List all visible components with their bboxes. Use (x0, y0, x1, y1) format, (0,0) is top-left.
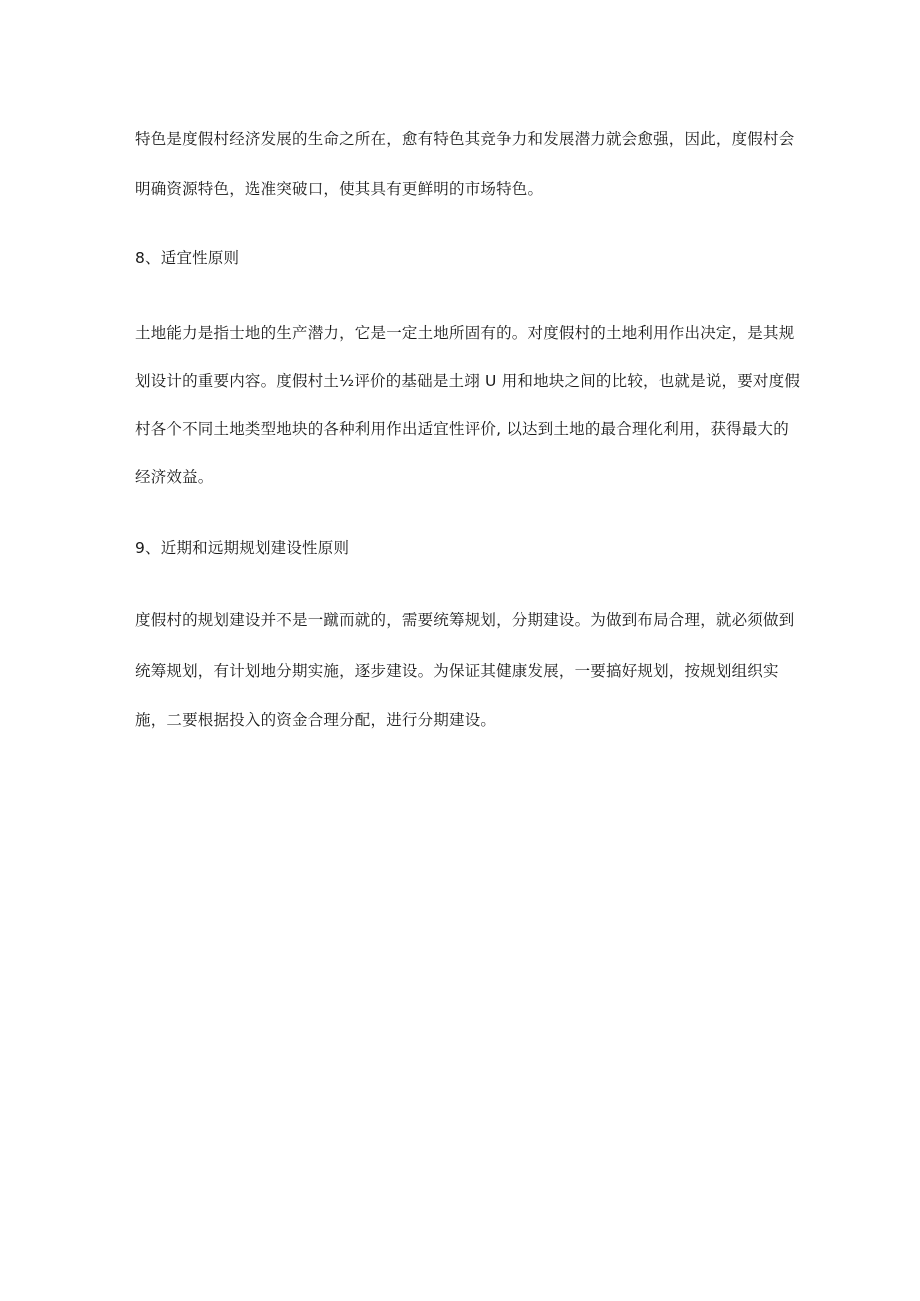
paragraph-line: 土地能力是指士地的生产潜力，它是一定土地所固有的。对度假村的土地利用作出决定，是其规 (135, 324, 795, 342)
paragraph-line: 施，二要根据投入的资金合理分配，进行分期建设。 (135, 711, 497, 729)
paragraph-line: 划设计的重要内容。度假村土½评价的基础是土翊 U 用和地块之间的比较，也就是说，要对度假 (135, 372, 801, 390)
paragraph-line: 村各个不同土地类型地块的各种利用作出适宜性评价, 以达到土地的最合理化利用，获得最大的 (135, 420, 789, 438)
paragraph-line: 经济效益。 (135, 468, 214, 486)
paragraph-line: 明确资源特色，选准突破口，使其具有更鲜明的市场特色。 (135, 180, 544, 198)
paragraph-line: 度假村的规划建设并不是一蹴而就的，需要统筹规划，分期建设。为做到布局合理，就必须做到 (135, 611, 795, 629)
heading-text: 9、近期和远期规划建设性原则 (135, 539, 350, 557)
heading-text: 8、适宜性原则 (135, 249, 240, 267)
paragraph-line: 特色是度假村经济发展的生命之所在，愈有特色其竞争力和发展潜力就会愈强，因此，度假村会 (135, 130, 795, 148)
paragraph-line: 统筹规划，有计划地分期实施，逐步建设。为保证其健康发展，一要搞好规划，按规划组织实 (135, 662, 779, 680)
